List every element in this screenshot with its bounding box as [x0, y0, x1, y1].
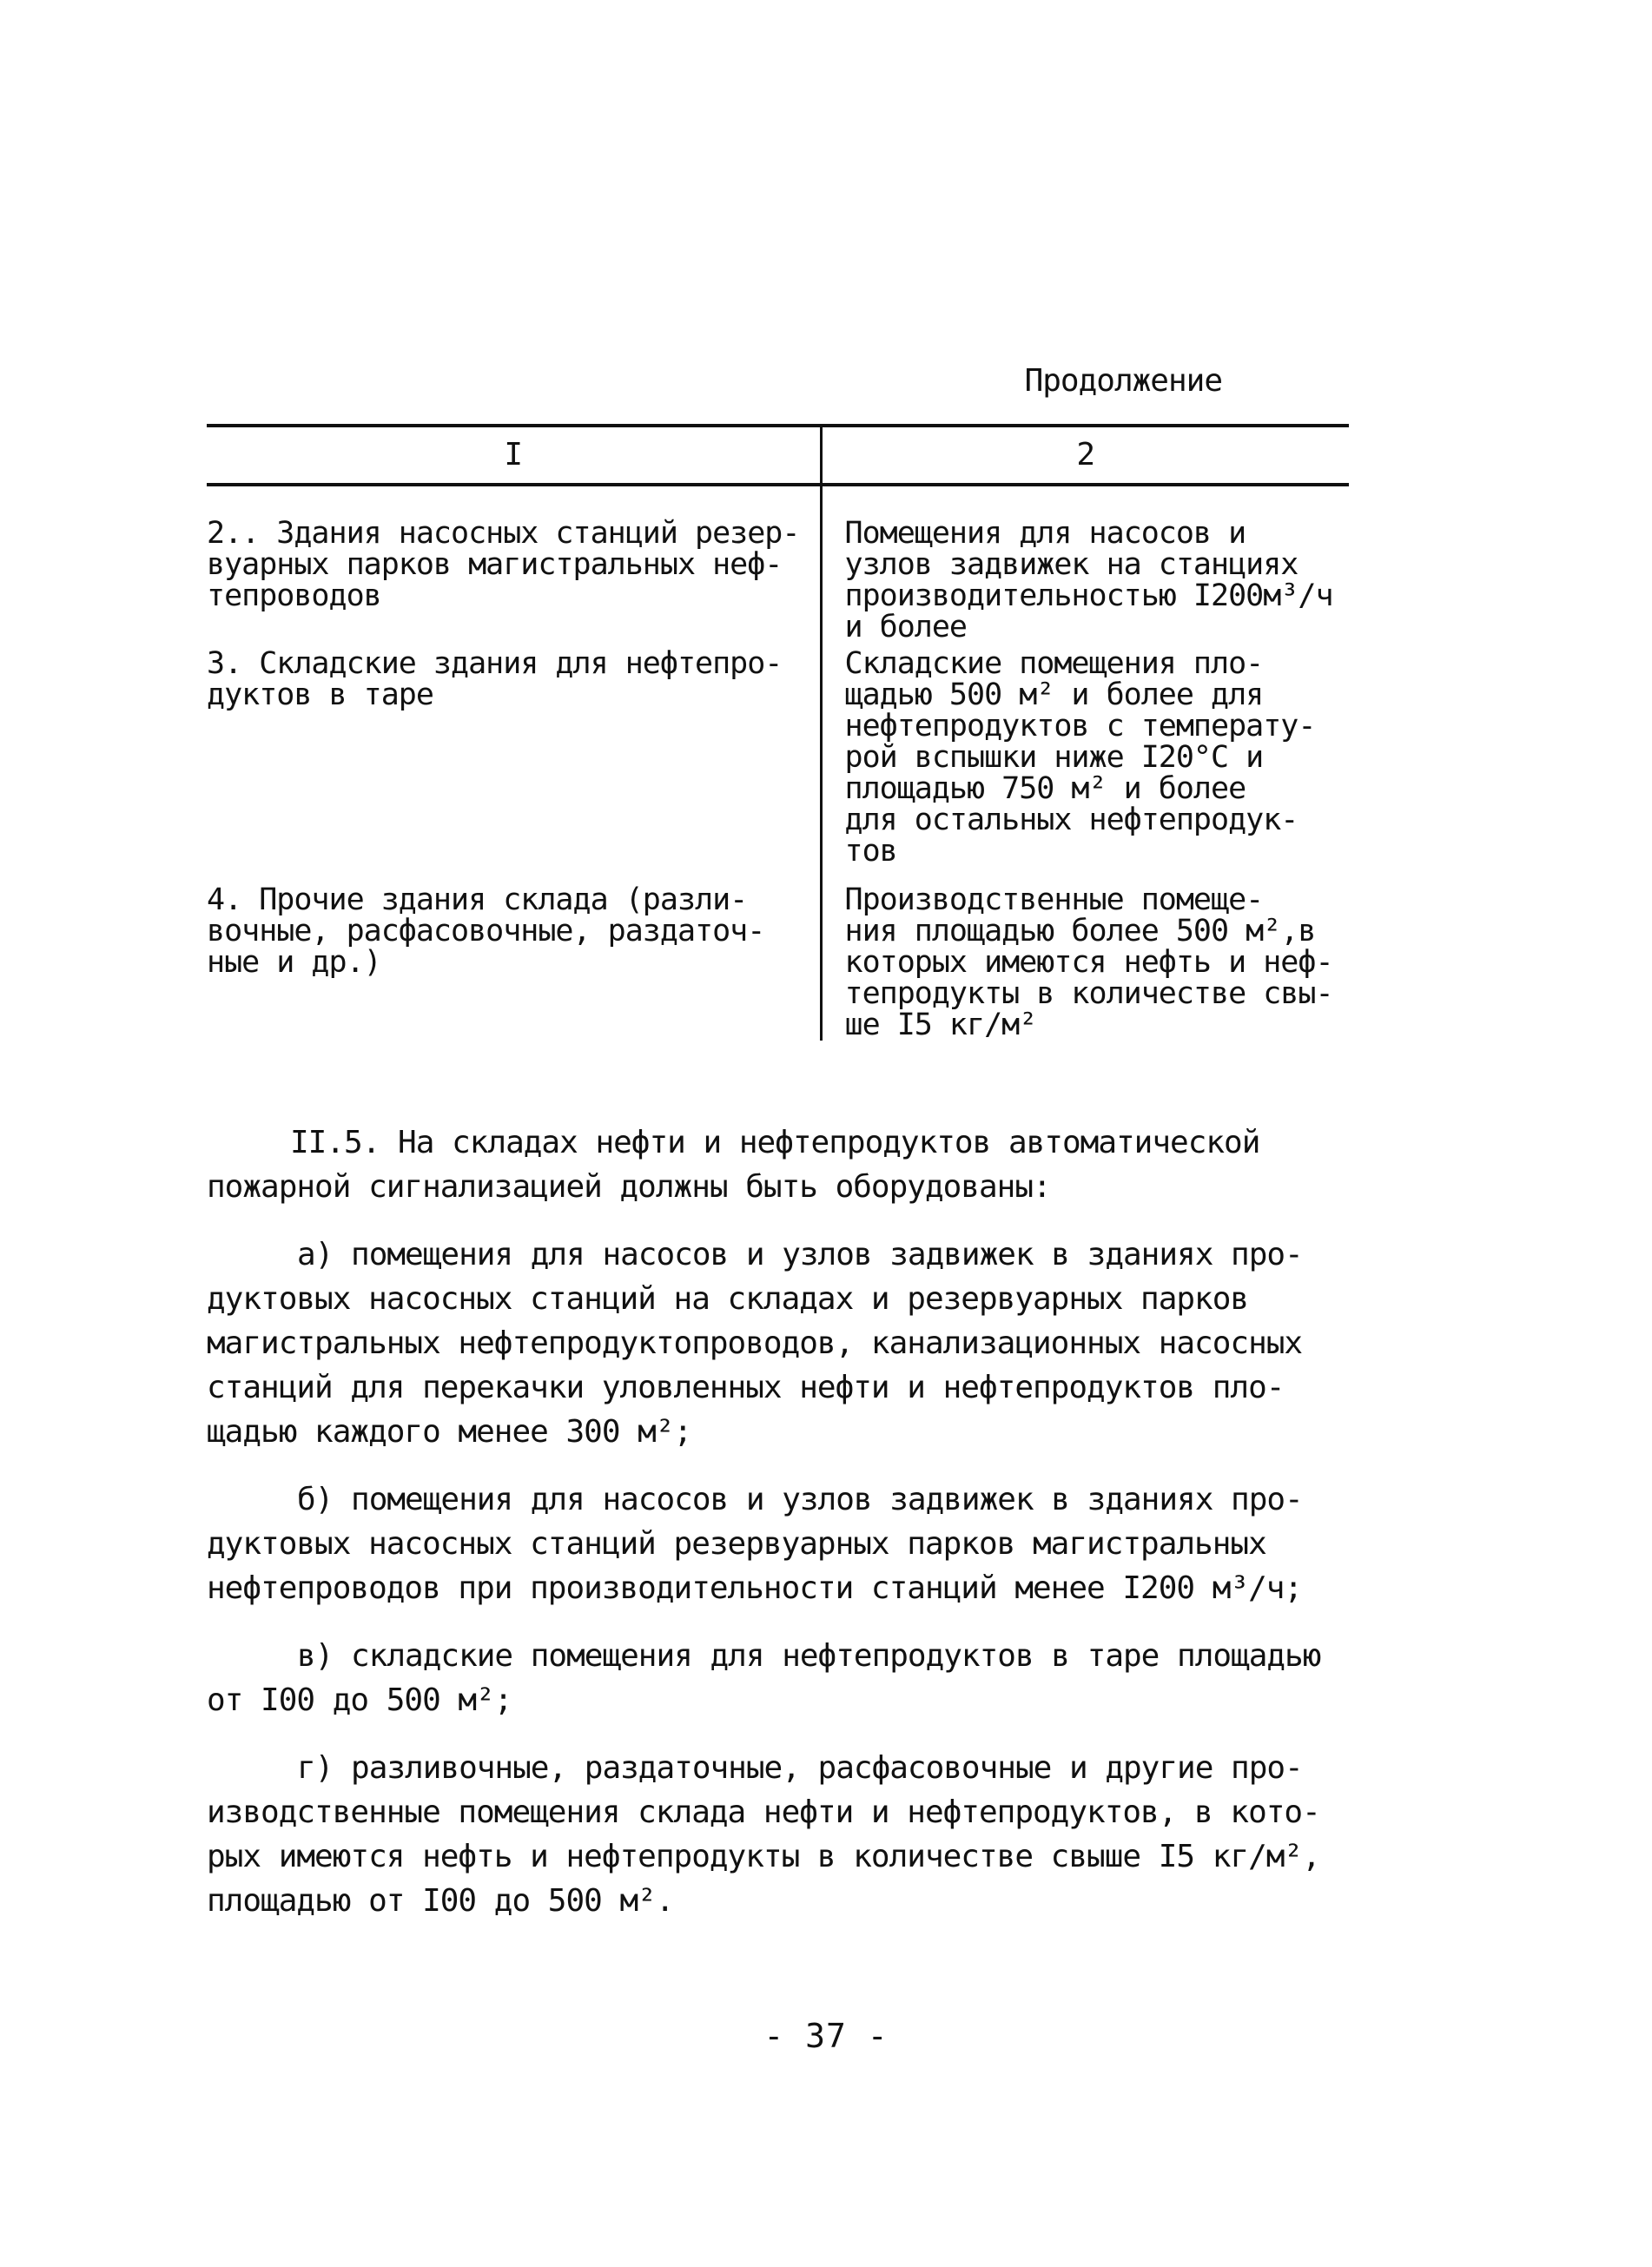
- continuation-label: Продолжение: [1024, 363, 1222, 399]
- cell-text: Складские помещения пло- щадью 500 м² и более для нефтепродуктов с температу- рой вспышки ниже I20°С и площадью 750 м² и более для остальных нефтепродук- тов: [844, 646, 1316, 869]
- table-cell-premises: [821, 648, 1349, 884]
- paragraph-item-g: г) разливочные, раздаточные, расфасовочные и другие про- изводственные помещения склада нефти и нефтепродуктов, в кото- рых имеются нефть и нефтепродукты в количестве свыше I5 кг/м², площадью от I00 до 500 м².: [207, 1750, 1320, 1919]
- table-cell-building: [207, 884, 821, 1041]
- cell-text: 2.. Здания насосных станций резер- вуарных парков магистральных неф- тепроводов: [207, 516, 800, 613]
- paragraph-item-b: б) помещения для насосов и узлов задвижек в зданиях про- дуктовых насосных станций резервуарных парков магистральных нефтепроводов при производительности станций менее I200 м³/ч;: [207, 1482, 1303, 1606]
- column-header-2: 2: [821, 426, 1349, 485]
- page-number: - 37 -: [763, 2017, 889, 2055]
- body-text: [207, 1120, 1327, 1946]
- requirements-table: [207, 424, 1349, 1041]
- table-row: [207, 485, 1349, 648]
- table-cell-premises: [821, 485, 1349, 648]
- cell-text: Производственные помеще- ния площадью более 500 м²,в которых имеются нефть и неф- тепродукты в количестве свы- ше I5 кг/м²: [844, 882, 1333, 1042]
- table-cell-premises: [821, 884, 1349, 1041]
- table-cell-building: [207, 648, 821, 884]
- cell-text: 3. Складские здания для нефтепро- дуктов в таре: [207, 646, 783, 712]
- table-cell-building: [207, 485, 821, 648]
- paragraph-item-v: в) складские помещения для нефтепродуктов в таре площадью от I00 до 500 м²;: [207, 1638, 1321, 1718]
- table-row: [207, 648, 1349, 884]
- paragraph-item-a: а) помещения для насосов и узлов задвижек в зданиях про- дуктовых насосных станций на складах и резервуарных парков магистральных нефтепродуктопроводов, канализационных насосных станций для перекачки уловленных нефти и нефтепродуктов пло- щадью каждого менее 300 м²;: [207, 1237, 1303, 1450]
- column-header-1: I: [207, 426, 821, 485]
- cell-text: 4. Прочие здания склада (разли- вочные, расфасовочные, раздаточ- ные и др.): [207, 882, 765, 980]
- paragraph-clause-11-5: II.5. На складах нефти и нефтепродуктов автоматической пожарной сигнализацией должны быть оборудованы:: [207, 1125, 1260, 1205]
- table-header-row: [207, 426, 1349, 485]
- cell-text: Помещения для насосов и узлов задвижек на станциях производительностью I200м³/ч и более: [844, 516, 1333, 644]
- table-row: [207, 884, 1349, 1041]
